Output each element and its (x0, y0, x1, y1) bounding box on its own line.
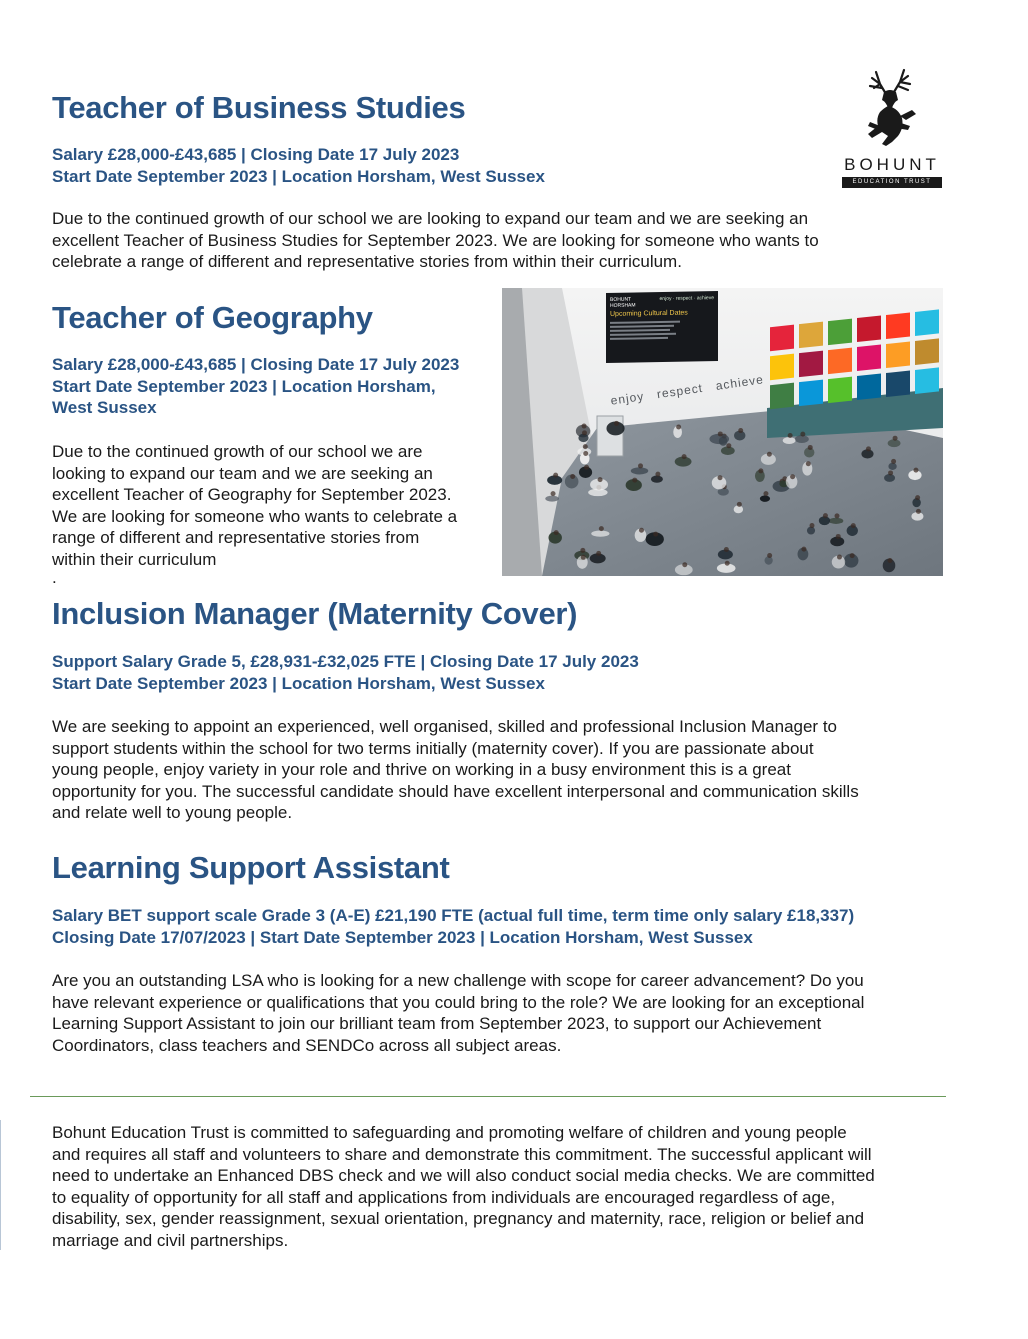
student-figure (819, 513, 830, 525)
safeguarding-statement (52, 1122, 952, 1251)
logo-name: BOHUNT (844, 155, 940, 174)
student-figure (844, 553, 859, 567)
job-title: Learning Support Assistant (52, 850, 450, 885)
job-meta (52, 905, 854, 948)
screen-brand: HORSHAM (610, 302, 636, 309)
student-figure (883, 558, 896, 572)
student-figure (709, 431, 729, 444)
student-figure (760, 491, 770, 502)
description-line: opportunity for you. The successful candidate should have excellent interpersonal and communication skills (52, 781, 859, 801)
meta-line: Salary £28,000-£43,685 | Closing Date 17 July 2023 (52, 145, 460, 164)
student-figure (675, 562, 693, 575)
meta-line: Start Date September 2023 | Location Horsham, West Sussex (52, 673, 545, 693)
description-line: Are you an outstanding LSA who is looking for a new challenge with scope for career advancement? Do you (52, 971, 864, 990)
student-figure (565, 474, 579, 488)
student-figure (549, 530, 562, 543)
student-figure (884, 470, 895, 481)
description-line: . (52, 568, 57, 587)
meta-line: Salary BET support scale Grade 3 (A-E) £21,190 FTE (actual full time, term time only salary £18,337) (52, 906, 855, 925)
footer-line: disability, sex, gender reassignment, sexual orientation, pregnancy and maternity, race, religion or belief and (52, 1209, 865, 1228)
student-figure (579, 465, 592, 478)
student-figure (888, 459, 896, 470)
job-description (52, 716, 952, 824)
student-figure (783, 433, 796, 444)
student-figure (807, 523, 815, 534)
meta-line: Support Salary Grade 5, £28,931-£32,025 FTE | Closing Date 17 July 2023 (52, 652, 639, 671)
description-line: We are seeking to appoint an experienced, well organised, skilled and professional Inclusion Manager to (52, 717, 837, 736)
meta-line: West Sussex (52, 398, 157, 417)
student-figure (911, 509, 923, 521)
student-figure (590, 477, 608, 490)
description-line: young people, enjoy variety in your role and thrive on working in a busy environment this is a great (52, 760, 791, 779)
student-figure (673, 424, 682, 437)
meta-line: Start Date September 2023 | Location Horsham, West Sussex (52, 166, 545, 186)
student-figure (717, 561, 736, 573)
footer-line: and requires all staff and volunteers to share and demonstrate this commitment. The successful applicant will (52, 1144, 872, 1164)
description-line: Coordinators, class teachers and SENDCo across all subject areas. (52, 1035, 562, 1055)
student-figure (651, 472, 663, 483)
job-description (52, 970, 952, 1056)
student-figure (804, 445, 814, 458)
job-meta (52, 144, 545, 187)
student-figure (761, 452, 776, 465)
student-figure (795, 432, 809, 443)
student-figure (675, 454, 692, 466)
student-figure (908, 468, 921, 480)
job-title: Teacher of Geography (52, 300, 373, 335)
job-title: Inclusion Manager (Maternity Cover) (52, 596, 578, 631)
student-figure (646, 532, 664, 546)
student-figure (829, 513, 844, 524)
bohunt-logo (842, 66, 942, 188)
student-figure (912, 495, 920, 507)
student-figure (626, 478, 642, 491)
description-line: Learning Support Assistant to join our brilliant team from September 2023, to support our Achievement (52, 1014, 822, 1033)
job-description (52, 208, 952, 273)
student-figure (798, 547, 809, 561)
description-line: Due to the continued growth of our school we are (52, 442, 423, 461)
description-line: Due to the continued growth of our school we are looking to expand our team and we are seeking an (52, 209, 809, 228)
footer-line: marriage and civil partnerships. (52, 1230, 289, 1250)
job-description (52, 441, 492, 586)
student-figure (545, 491, 559, 502)
footer-line: to equality of opportunity for all staff and applications from individuals are encouraged regardless of age, (52, 1187, 836, 1207)
student-figure (861, 446, 873, 458)
meta-line: Closing Date 17/07/2023 | Start Date September 2023 | Location Horsham, West Sussex (52, 927, 753, 947)
stag-icon (842, 66, 942, 148)
student-figure (718, 547, 733, 559)
student-figure (830, 534, 844, 546)
section-divider (30, 1096, 946, 1097)
school-atrium-photo (502, 288, 943, 576)
student-figure (802, 461, 812, 475)
students-crowd (502, 288, 943, 576)
student-figure (765, 553, 773, 565)
screen-tagline: enjoy · respect · achieve (659, 295, 714, 303)
student-figure (888, 436, 901, 447)
description-line: looking to expand our team and we are seeking an (52, 463, 433, 483)
student-figure (786, 474, 798, 488)
meta-line: Start Date September 2023 | Location Horsham, (52, 376, 436, 396)
job-title: Teacher of Business Studies (52, 90, 466, 125)
student-figure (591, 526, 609, 537)
description-line: and relate well to young people. (52, 803, 293, 822)
meta-line: Salary £28,000-£43,685 | Closing Date 17 July 2023 (52, 355, 460, 374)
description-line: We are looking for someone who wants to celebrate a (52, 506, 458, 526)
screen-brand: BOHUNT (610, 296, 632, 303)
description-line: support students within the school for two terms initially (maternity cover). If you are passionate about (52, 738, 814, 758)
student-figure (712, 475, 726, 489)
student-figure (590, 551, 606, 563)
student-figure (635, 528, 647, 542)
student-figure (847, 523, 858, 536)
margin-rule (0, 1120, 1, 1250)
student-figure (832, 555, 845, 569)
description-line: have relevant experience or qualifications that you could bring to the role? We are looking for an exceptional (52, 992, 865, 1012)
student-figure (734, 502, 743, 513)
job-meta (52, 651, 639, 694)
description-line: range of different and representative stories from (52, 528, 420, 547)
student-figure (755, 468, 765, 482)
footer-line: Bohunt Education Trust is committed to safeguarding and promoting welfare of children and young people (52, 1123, 847, 1142)
description-line: within their curriculum (52, 549, 217, 569)
screen-heading: Upcoming Cultural Dates (610, 309, 688, 318)
description-line: excellent Teacher of Geography for September 2023. (52, 485, 452, 504)
description-line: excellent Teacher of Business Studies for September 2023. We are looking for someone who wants to (52, 230, 819, 250)
job-meta (52, 354, 459, 419)
logo-subtitle: EDUCATION TRUST (842, 177, 942, 188)
student-figure (606, 421, 624, 435)
student-figure (547, 473, 562, 485)
student-figure (734, 428, 745, 440)
description-line: celebrate a range of different and representative stories from within their curriculum. (52, 252, 682, 271)
student-figure (631, 463, 648, 474)
footer-line: need to undertake an Enhanced DBS check and we will also conduct social media checks. We are committed (52, 1166, 875, 1185)
wall-lettering: enjoy respect achieve (609, 372, 765, 408)
